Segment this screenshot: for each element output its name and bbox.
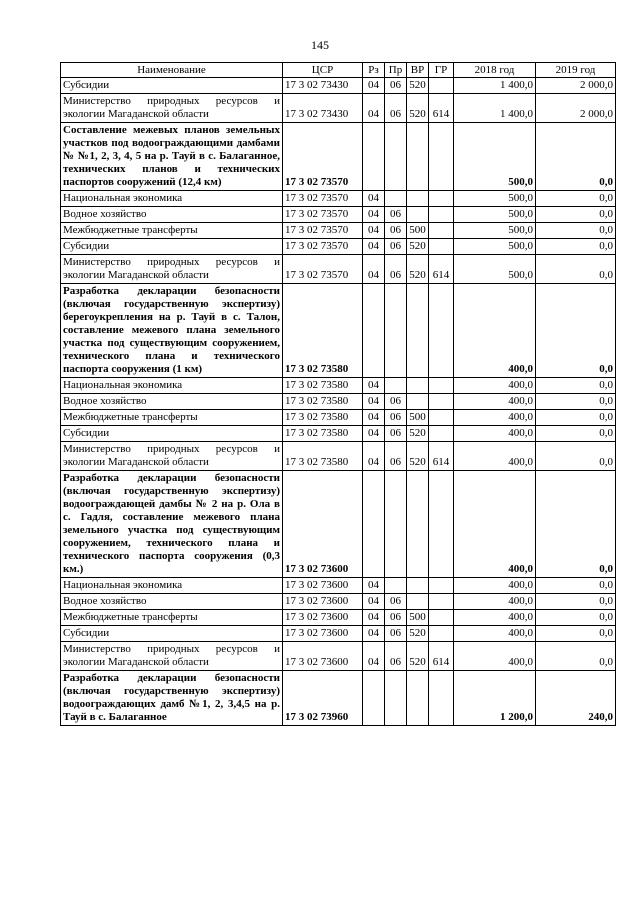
cell-2019: 0,0 [536, 626, 616, 642]
cell-vr [407, 471, 429, 578]
cell-gr: 614 [429, 442, 454, 471]
cell-gr [429, 426, 454, 442]
cell-2019: 2 000,0 [536, 94, 616, 123]
table-row [61, 239, 616, 255]
table-row [61, 578, 616, 594]
cell-2019: 0,0 [536, 442, 616, 471]
table-row [61, 191, 616, 207]
cell-csr: 17 3 02 73960 [283, 671, 363, 726]
cell-pr: 06 [385, 426, 407, 442]
cell-2019: 2 000,0 [536, 78, 616, 94]
table-row [61, 378, 616, 394]
cell-vr [407, 671, 429, 726]
cell-2018: 1 200,0 [454, 671, 536, 726]
cell-rz [363, 284, 385, 378]
cell-2018: 500,0 [454, 239, 536, 255]
cell-gr: 614 [429, 94, 454, 123]
cell-pr [385, 191, 407, 207]
cell-name: Разработка декларации безопасности (включая государственную экспертизу) водоограждающих дамб №1, 2, 3,4,5 на р. Тауй в с. Балаганное [61, 671, 283, 726]
cell-pr: 06 [385, 255, 407, 284]
cell-rz: 04 [363, 594, 385, 610]
cell-rz [363, 123, 385, 191]
header-name: Наименование [61, 63, 283, 78]
cell-2018: 400,0 [454, 284, 536, 378]
cell-gr [429, 394, 454, 410]
cell-2019: 0,0 [536, 378, 616, 394]
cell-2018: 1 400,0 [454, 94, 536, 123]
cell-vr [407, 594, 429, 610]
cell-csr: 17 3 02 73570 [283, 123, 363, 191]
cell-rz: 04 [363, 626, 385, 642]
cell-2019: 240,0 [536, 671, 616, 726]
cell-2018: 400,0 [454, 626, 536, 642]
table-body [61, 78, 616, 726]
cell-name: Министерство природных ресурсов и экологии Магаданской области [61, 642, 283, 671]
cell-2018: 500,0 [454, 255, 536, 284]
cell-gr [429, 78, 454, 94]
cell-name: Составление межевых планов земельных участков под водоограждающими дамбами № №1, 2, 3, 4, 5 на р. Тауй в с. Балаганное, технических планов и технических паспортов сооружений (12,4 км) [61, 123, 283, 191]
cell-rz: 04 [363, 191, 385, 207]
header-2018: 2018 год [454, 63, 536, 78]
cell-2019: 0,0 [536, 223, 616, 239]
cell-name: Межбюджетные трансферты [61, 610, 283, 626]
cell-pr: 06 [385, 610, 407, 626]
cell-csr: 17 3 02 73600 [283, 626, 363, 642]
cell-name: Разработка декларации безопасности (включая государственную экспертизу) берегоукрепления на р. Тауй в с. Талон, составление межевого плана земельного участка под существующим сооружением, технического плана и технического паспорта сооружения (1 км) [61, 284, 283, 378]
table-row [61, 223, 616, 239]
cell-pr: 06 [385, 223, 407, 239]
cell-name: Субсидии [61, 239, 283, 255]
cell-2018: 1 400,0 [454, 78, 536, 94]
cell-2018: 400,0 [454, 471, 536, 578]
cell-vr: 520 [407, 642, 429, 671]
cell-csr: 17 3 02 73600 [283, 594, 363, 610]
cell-gr [429, 207, 454, 223]
cell-vr [407, 123, 429, 191]
cell-csr: 17 3 02 73600 [283, 642, 363, 671]
page-number: 145 [311, 38, 329, 52]
table-row [61, 610, 616, 626]
cell-name: Субсидии [61, 626, 283, 642]
cell-pr: 06 [385, 394, 407, 410]
cell-csr: 17 3 02 73580 [283, 394, 363, 410]
cell-pr [385, 123, 407, 191]
cell-gr [429, 471, 454, 578]
cell-gr [429, 284, 454, 378]
table-row [61, 442, 616, 471]
cell-gr: 614 [429, 255, 454, 284]
cell-pr [385, 284, 407, 378]
cell-csr: 17 3 02 73580 [283, 442, 363, 471]
cell-rz: 04 [363, 410, 385, 426]
header-gr: ГР [429, 63, 454, 78]
cell-2018: 400,0 [454, 578, 536, 594]
cell-2019: 0,0 [536, 191, 616, 207]
header-rz: Рз [363, 63, 385, 78]
cell-gr [429, 610, 454, 626]
cell-vr: 520 [407, 94, 429, 123]
cell-2019: 0,0 [536, 410, 616, 426]
cell-vr: 500 [407, 223, 429, 239]
table-header-row [61, 63, 616, 78]
cell-2019: 0,0 [536, 471, 616, 578]
cell-pr: 06 [385, 594, 407, 610]
cell-vr [407, 207, 429, 223]
cell-csr: 17 3 02 73570 [283, 239, 363, 255]
cell-pr: 06 [385, 239, 407, 255]
cell-2019: 0,0 [536, 594, 616, 610]
cell-2019: 0,0 [536, 284, 616, 378]
cell-gr [429, 239, 454, 255]
cell-2018: 400,0 [454, 410, 536, 426]
cell-pr: 06 [385, 442, 407, 471]
table-row [61, 626, 616, 642]
cell-2019: 0,0 [536, 207, 616, 223]
cell-csr: 17 3 02 73580 [283, 378, 363, 394]
cell-2019: 0,0 [536, 123, 616, 191]
cell-rz: 04 [363, 239, 385, 255]
cell-csr: 17 3 02 73430 [283, 78, 363, 94]
cell-rz: 04 [363, 94, 385, 123]
cell-2019: 0,0 [536, 239, 616, 255]
cell-2019: 0,0 [536, 610, 616, 626]
table-row [61, 426, 616, 442]
cell-name: Разработка декларации безопасности (включая государственную экспертизу) водоограждающей дамбы № 2 на р. Ола в с. Гадля, составление межевого плана земельного участка под существующим сооружением, технического плана и технического паспорта сооружения (0,3 км.) [61, 471, 283, 578]
cell-rz: 04 [363, 78, 385, 94]
header-pr: Пр [385, 63, 407, 78]
cell-rz: 04 [363, 426, 385, 442]
cell-vr [407, 378, 429, 394]
cell-rz: 04 [363, 207, 385, 223]
cell-pr: 06 [385, 207, 407, 223]
cell-gr [429, 671, 454, 726]
table-row [61, 284, 616, 378]
header-vr: ВР [407, 63, 429, 78]
cell-gr [429, 578, 454, 594]
table-row [61, 78, 616, 94]
cell-gr [429, 123, 454, 191]
table-row [61, 94, 616, 123]
cell-csr: 17 3 02 73600 [283, 471, 363, 578]
cell-vr: 520 [407, 426, 429, 442]
header-2019: 2019 год [536, 63, 616, 78]
cell-csr: 17 3 02 73570 [283, 207, 363, 223]
cell-vr [407, 284, 429, 378]
cell-pr: 06 [385, 626, 407, 642]
cell-gr [429, 594, 454, 610]
cell-rz: 04 [363, 442, 385, 471]
cell-2019: 0,0 [536, 642, 616, 671]
header-csr: ЦСР [283, 63, 363, 78]
cell-2019: 0,0 [536, 394, 616, 410]
cell-pr: 06 [385, 94, 407, 123]
cell-pr: 06 [385, 642, 407, 671]
cell-pr [385, 471, 407, 578]
table-row [61, 207, 616, 223]
cell-rz: 04 [363, 578, 385, 594]
cell-gr [429, 378, 454, 394]
cell-2018: 500,0 [454, 191, 536, 207]
cell-name: Межбюджетные трансферты [61, 223, 283, 239]
cell-name: Национальная экономика [61, 578, 283, 594]
cell-name: Водное хозяйство [61, 594, 283, 610]
cell-vr [407, 394, 429, 410]
budget-table [60, 62, 616, 726]
cell-2018: 400,0 [454, 594, 536, 610]
cell-2019: 0,0 [536, 255, 616, 284]
cell-name: Министерство природных ресурсов и экологии Магаданской области [61, 94, 283, 123]
cell-2018: 400,0 [454, 610, 536, 626]
cell-2019: 0,0 [536, 578, 616, 594]
cell-csr: 17 3 02 73570 [283, 223, 363, 239]
table-row [61, 410, 616, 426]
cell-pr: 06 [385, 78, 407, 94]
cell-csr: 17 3 02 73430 [283, 94, 363, 123]
table-row [61, 594, 616, 610]
cell-name: Национальная экономика [61, 191, 283, 207]
cell-rz: 04 [363, 394, 385, 410]
cell-2018: 400,0 [454, 378, 536, 394]
cell-name: Межбюджетные трансферты [61, 410, 283, 426]
cell-2018: 400,0 [454, 426, 536, 442]
table-row [61, 471, 616, 578]
cell-vr: 520 [407, 442, 429, 471]
cell-2019: 0,0 [536, 426, 616, 442]
cell-pr [385, 671, 407, 726]
cell-csr: 17 3 02 73600 [283, 578, 363, 594]
table-row [61, 671, 616, 726]
cell-csr: 17 3 02 73570 [283, 191, 363, 207]
cell-rz: 04 [363, 642, 385, 671]
cell-csr: 17 3 02 73580 [283, 284, 363, 378]
cell-rz [363, 671, 385, 726]
cell-vr [407, 578, 429, 594]
cell-pr [385, 378, 407, 394]
cell-gr [429, 223, 454, 239]
cell-name: Министерство природных ресурсов и экологии Магаданской области [61, 255, 283, 284]
cell-vr: 520 [407, 239, 429, 255]
cell-vr: 500 [407, 610, 429, 626]
cell-csr: 17 3 02 73570 [283, 255, 363, 284]
cell-name: Водное хозяйство [61, 394, 283, 410]
cell-rz [363, 471, 385, 578]
cell-name: Субсидии [61, 426, 283, 442]
cell-csr: 17 3 02 73580 [283, 410, 363, 426]
cell-rz: 04 [363, 223, 385, 239]
cell-2018: 500,0 [454, 123, 536, 191]
cell-csr: 17 3 02 73600 [283, 610, 363, 626]
cell-vr: 520 [407, 255, 429, 284]
cell-gr [429, 191, 454, 207]
table-row [61, 123, 616, 191]
cell-gr [429, 626, 454, 642]
cell-vr: 520 [407, 626, 429, 642]
cell-rz: 04 [363, 378, 385, 394]
cell-rz: 04 [363, 255, 385, 284]
cell-vr [407, 191, 429, 207]
cell-rz: 04 [363, 610, 385, 626]
cell-pr: 06 [385, 410, 407, 426]
cell-2018: 400,0 [454, 394, 536, 410]
cell-vr: 500 [407, 410, 429, 426]
cell-name: Министерство природных ресурсов и экологии Магаданской области [61, 442, 283, 471]
cell-pr [385, 578, 407, 594]
cell-2018: 400,0 [454, 642, 536, 671]
cell-2018: 500,0 [454, 223, 536, 239]
cell-name: Субсидии [61, 78, 283, 94]
cell-2018: 500,0 [454, 207, 536, 223]
cell-name: Водное хозяйство [61, 207, 283, 223]
cell-vr: 520 [407, 78, 429, 94]
cell-csr: 17 3 02 73580 [283, 426, 363, 442]
cell-gr [429, 410, 454, 426]
table-row [61, 642, 616, 671]
table-row [61, 394, 616, 410]
table-row [61, 255, 616, 284]
cell-2018: 400,0 [454, 442, 536, 471]
cell-name: Национальная экономика [61, 378, 283, 394]
cell-gr: 614 [429, 642, 454, 671]
